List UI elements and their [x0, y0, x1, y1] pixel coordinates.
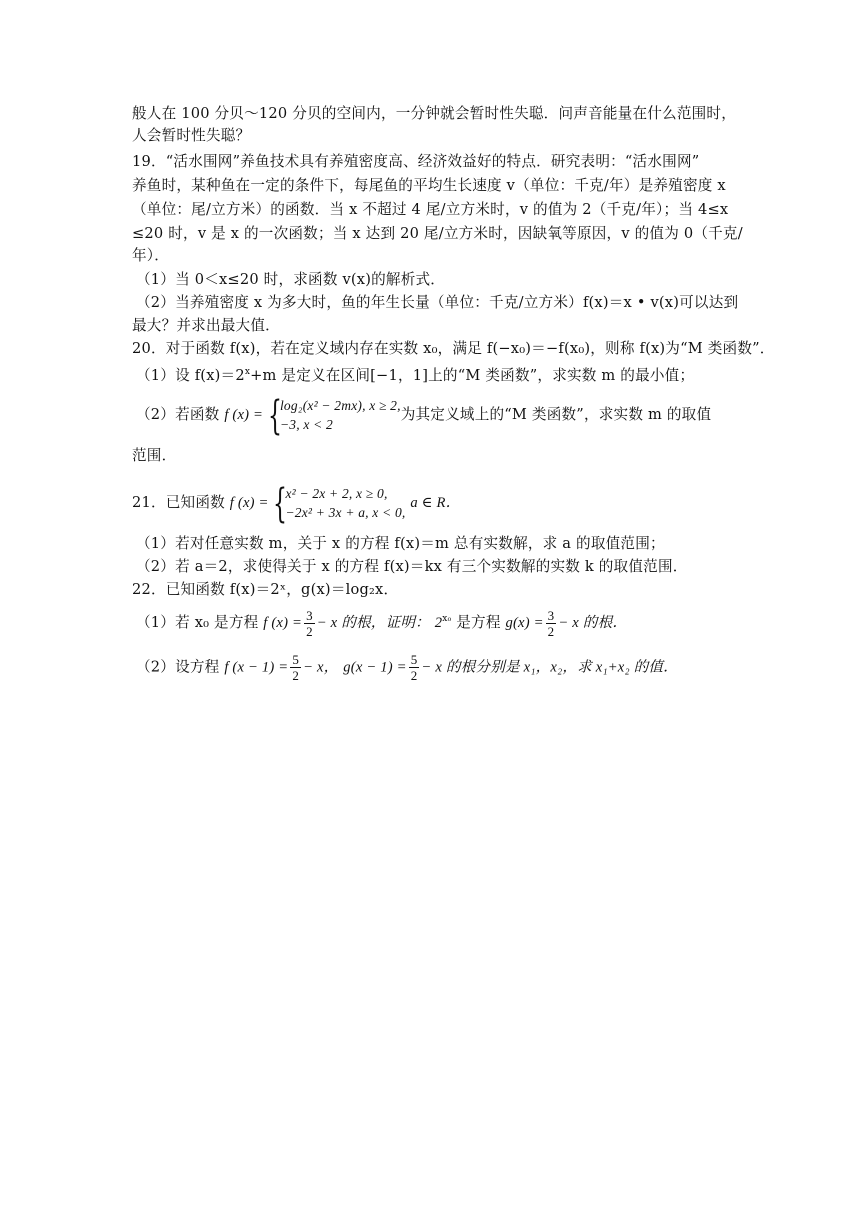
brace-icon: { [273, 481, 288, 527]
function-label: f (x) = [224, 407, 264, 423]
function-label: g(x) = [505, 615, 544, 631]
text-segment: − x 的根． [558, 615, 628, 631]
numerator: 3 [547, 607, 555, 623]
text-line: ≤20 时，v 是 x 的一次函数；当 x 达到 20 尾/立方米时，因缺氧等原因，v 的值为 0（千克/ [132, 225, 743, 242]
text-segment: − x 的根，证明： [316, 615, 430, 631]
text-segment: 2 [434, 615, 443, 631]
numerator: 5 [292, 652, 300, 667]
denominator: 2 [547, 623, 555, 639]
text-segment: （1）若 x₀ 是方程 [136, 614, 259, 631]
question-20-part-1 [136, 362, 694, 386]
function-label: f (x) = [229, 495, 269, 511]
fraction [304, 608, 315, 639]
text-segment: − x， [303, 659, 339, 676]
question-22: 22．已知函数 f(x)＝2ˣ，g(x)＝log₂x． [132, 581, 399, 598]
function-label: g(x − 1) = [343, 659, 407, 676]
piecewise-case: −3, x < 2 [279, 417, 333, 432]
piecewise-case: x² − 2x + 2, x ≥ 0, [285, 486, 388, 501]
function-label: f (x − 1) = [224, 659, 289, 676]
denominator: 2 [306, 623, 313, 639]
piecewise-case: log₂(x² − 2mx), x ≥ 2, [279, 398, 401, 413]
question-19: 19．“活水围网”养鱼技术具有养殖密度高、经济效益好的特点．研究表明：“活水围网” [132, 153, 700, 170]
superscript: x [244, 367, 251, 377]
question-22-part-1 [136, 604, 627, 639]
denominator: 2 [410, 668, 418, 683]
question-21 [132, 481, 461, 527]
piecewise-case: −2x² + 3x + a, x < 0, [285, 505, 406, 520]
text-segment: − x 的根分别是 x₁，x₂，求 x₁+x₂ 的值． [421, 659, 678, 676]
denominator: 2 [292, 668, 300, 683]
text-segment: a ∈ R． [410, 495, 461, 511]
text-line: 养鱼时，某种鱼在一定的条件下，每尾鱼的平均生长速度 v（单位：千克/年）是养殖密度 x [132, 177, 726, 194]
brace-icon: { [267, 393, 283, 439]
question-19-part-1: （1）当 0＜x≤20 时，求函数 v(x)的解析式． [136, 271, 446, 288]
text-line: 范围． [132, 447, 177, 464]
numerator: 5 [410, 652, 418, 667]
function-label: f (x) = [263, 615, 303, 631]
piecewise-function [267, 393, 401, 439]
text-line: 最大？并求出最大值． [132, 317, 280, 334]
text-segment: 是方程 [456, 614, 501, 631]
text-segment: （2）设方程 [136, 658, 220, 676]
fraction [409, 652, 420, 683]
question-20: 20．对于函数 f(x)，若在定义域内存在实数 x₀，满足 f(−x₀)＝−f(x₀)，则称 f(x)为“M 类函数”． [132, 340, 775, 357]
text-line: 人会暂时性失聪？ [132, 127, 251, 144]
question-22-part-2 [136, 652, 678, 683]
text-segment: 21．已知函数 [132, 494, 225, 511]
text-segment: +m 是定义在区间[−1，1]上的“M 类函数”，求实数 m 的最小值； [250, 367, 695, 384]
question-21-part-1: （1）若对任意实数 m，关于 x 的方程 f(x)＝m 总有实数解，求 a 的取值范围； [136, 535, 665, 552]
piecewise-function [273, 481, 406, 527]
fraction [546, 608, 557, 639]
text-line: 年）． [132, 247, 170, 264]
text-segment: （1）设 f(x)＝2 [136, 367, 245, 384]
question-19-part-2: （2）当养殖密度 x 为多大时，鱼的年生长量（单位：千克/立方米）f(x)＝x • v(x)可以达到 [136, 294, 739, 311]
numerator: 3 [306, 607, 313, 623]
text-segment: （2）若函数 [136, 406, 220, 423]
text-line: 般人在 100 分贝～120 分贝的空间内，一分钟就会暂时性失聪．问声音能量在什么范围时， [132, 105, 737, 122]
question-21-part-2: （2）若 a＝2，求使得关于 x 的方程 f(x)＝kx 有三个实数解的实数 k 的取值范围． [136, 558, 688, 575]
fraction [290, 652, 301, 683]
superscript: x₀ [442, 614, 452, 624]
text-segment: 为其定义域上的“M 类函数”，求实数 m 的取值 [400, 406, 712, 423]
question-20-part-2 [136, 393, 712, 439]
text-line: （单位：尾/立方米）的函数．当 x 不超过 4 尾/立方米时，v 的值为 2（千克/年）；当 4≤x [132, 201, 729, 218]
